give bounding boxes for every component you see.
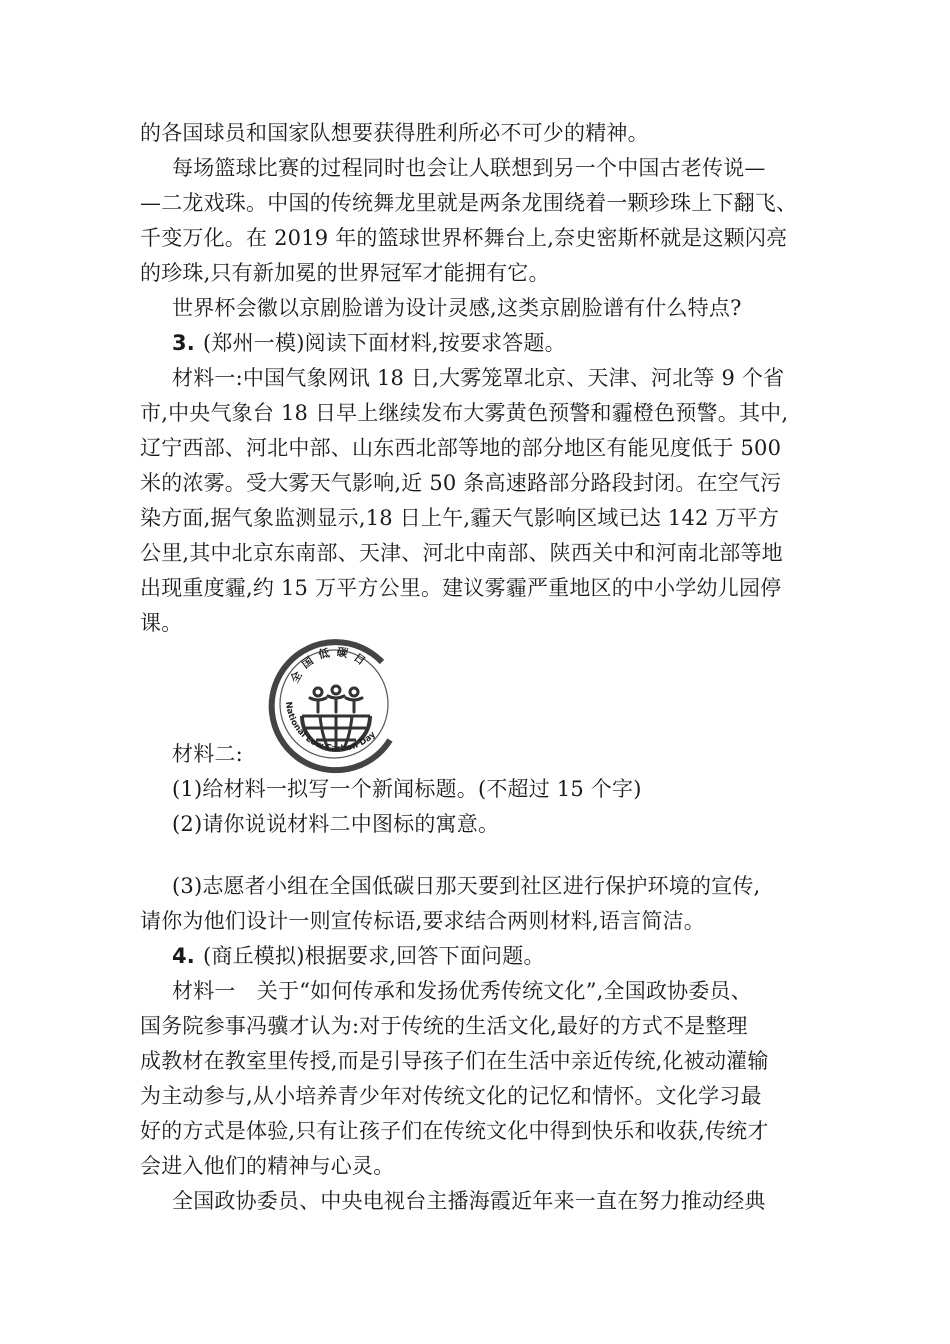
text-line: 材料一 关于“如何传承和发扬优秀传统文化”,全国政协委员、 [172, 979, 752, 1003]
logo-cn-text: 全国低碳日 [288, 645, 373, 686]
question-title: (郑州一模)阅读下面材料,按要求答题。 [203, 331, 566, 355]
text-line: 课。 [140, 611, 183, 635]
text-line: 会进入他们的精神与心灵。 [140, 1154, 395, 1178]
text-line: 公里,其中北京东南部、天津、河北中南部、陕西关中和河南北部等地 [140, 541, 783, 565]
text-line: 的各国球员和国家队想要获得胜利所必不可少的精神。 [140, 121, 649, 145]
sub-question-1: (1)给材料一拟写一个新闻标题。(不超过 15 个字) [172, 777, 642, 801]
text-line: 请你为他们设计一则宣传标语,要求结合两则材料,语言简洁。 [140, 909, 705, 933]
text-line: 千变万化。在 2019 年的篮球世界杯舞台上,奈史密斯杯就是这颗闪亮 [140, 226, 788, 250]
text-line: 世界杯会徽以京剧脸谱为设计灵感,这类京剧脸谱有什么特点? [172, 296, 742, 320]
text-line: 全国政协委员、中央电视台主播海霞近年来一直在努力推动经典 [172, 1189, 766, 1213]
question-number: 3. [172, 331, 195, 355]
question-4-heading [172, 940, 862, 972]
text-line: 成教材在教室里传授,而是引导孩子们在生活中亲近传统,化被动灌输 [140, 1049, 769, 1073]
text-line: 每场篮球比赛的过程同时也会让人联想到另一个中国古老传说— [172, 156, 766, 180]
sub-question-2: (2)请你说说材料二中图标的寓意。 [172, 812, 500, 836]
text-line: 染方面,据气象监测显示,18 日上午,霾天气影响区域已达 142 万平方 [140, 506, 780, 530]
text-line: 辽宁西部、河北中部、山东西北部等地的部分地区有能见度低于 500 [140, 436, 782, 460]
sub-question-3: (3)志愿者小组在全国低碳日那天要到社区进行保护环境的宣传, [172, 874, 761, 898]
logo-en-text: National Low Carbon Day [282, 701, 378, 755]
text-line: —二龙戏珠。中国的传统舞龙里就是两条龙围绕着一颗珍珠上下翻飞、 [140, 191, 798, 215]
text-line: 市,中央气象台 18 日早上继续发布大雾黄色预警和霾橙色预警。其中, [140, 401, 789, 425]
text-line: 出现重度霾,约 15 万平方公里。建议雾霾严重地区的中小学幼儿园停 [140, 576, 782, 600]
text-line: 为主动参与,从小培养青少年对传统文化的记忆和情怀。文化学习最 [140, 1084, 762, 1108]
text-line: 米的浓雾。受大雾天气影响,近 50 条高速路部分路段封闭。在空气污 [140, 471, 782, 495]
question-title: (商丘模拟)根据要求,回答下面问题。 [203, 944, 545, 968]
question-3-heading [172, 327, 862, 359]
question-number: 4. [172, 944, 195, 968]
material-2-label: 材料二: [172, 742, 243, 766]
text-line: 好的方式是体验,只有让孩子们在传统文化中得到快乐和收获,传统才 [140, 1119, 769, 1143]
text-line: 国务院参事冯骥才认为:对于传统的生活文化,最好的方式不是整理 [140, 1014, 748, 1038]
people-figures-icon [310, 686, 362, 712]
text-line: 的珍珠,只有新加冕的世界冠军才能拥有它。 [140, 261, 550, 285]
text-line: 材料一:中国气象网讯 18 日,大雾笼罩北京、天津、河北等 9 个省 [172, 366, 785, 390]
